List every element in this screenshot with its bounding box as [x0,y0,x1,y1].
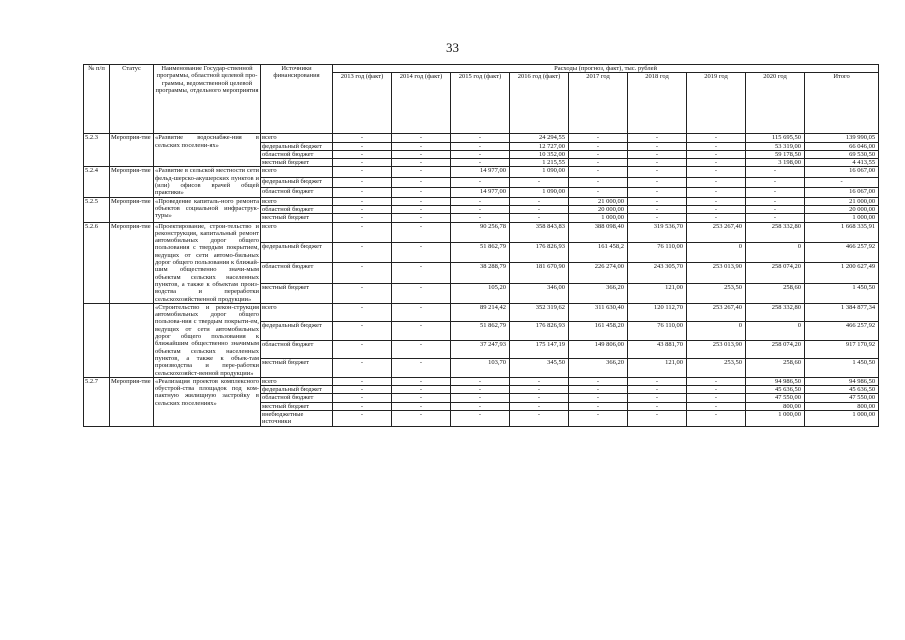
year-value: - [333,322,392,340]
year-value: - [392,402,451,410]
header-year: 2017 год [569,73,628,134]
year-value: 181 670,90 [510,263,569,283]
year-value: - [687,205,746,213]
year-value: - [510,410,569,426]
row-number: 5.2.6 [84,222,110,303]
year-value: - [451,214,510,222]
year-value: - [687,197,746,205]
year-value: 358 843,83 [510,222,569,242]
year-value: 105,20 [451,283,510,303]
year-value: - [451,150,510,158]
year-value: - [628,134,687,142]
row-number [84,303,110,377]
year-value: - [569,142,628,150]
year-value: - [628,142,687,150]
row-measure-name: «Строительство и рекон-струкция автомобильных дорог общего пользова-ния с твердым покрыти-ем, ведущих от сети автомобильных дорог общего пользования к ближайшим общественно значимым объектам сельских населенных пунктов, а также к объек-там производства и пере-работки сельскохозяйст-венной продукции» [155,303,259,377]
funding-source: областной бюджет [261,340,333,358]
year-value: - [687,167,746,177]
year-value: 161 458,20 [569,322,628,340]
year-value: 0 [746,242,805,262]
year-value: - [510,214,569,222]
year-value: 53 319,00 [746,142,805,150]
year-value: 176 826,93 [510,242,569,262]
year-value: - [451,377,510,385]
year-value: - [392,303,451,321]
year-value: - [628,167,687,177]
year-value: - [451,205,510,213]
year-value: - [687,134,746,142]
year-value: - [333,177,392,187]
funding-source: местный бюджет [261,283,333,303]
total-value: 466 257,92 [805,242,879,262]
year-value: - [333,142,392,150]
total-value: 94 986,50 [805,377,879,385]
row-status: Мероприя-тие [110,134,154,167]
year-value: 121,00 [628,359,687,378]
table-row [84,167,879,177]
year-value: 21 000,00 [569,197,628,205]
funding-source: всего [261,134,333,142]
year-value: - [392,222,451,242]
row-status: Мероприя-тие [110,222,154,303]
table-row [84,197,879,205]
funding-source: федеральный бюджет [261,177,333,187]
year-value: - [333,214,392,222]
year-value: 10 352,00 [510,150,569,158]
year-value: 37 247,93 [451,340,510,358]
year-value: - [746,214,805,222]
funding-source: федеральный бюджет [261,242,333,262]
table-row [84,303,879,321]
year-value: 345,50 [510,359,569,378]
year-value: 120 112,70 [628,303,687,321]
total-value: 1 384 877,34 [805,303,879,321]
year-value: 1 215,55 [510,159,569,167]
year-value: - [451,394,510,402]
year-value: - [687,386,746,394]
year-value: - [687,150,746,158]
total-value: 4 413,55 [805,159,879,167]
year-value: 89 214,42 [451,303,510,321]
row-measure-name: «Реализация проектов комплексного обустрой-ства площадок под ком-пактную жилищную застройку в сельских поселениях» [154,377,261,426]
total-value: 45 636,50 [805,386,879,394]
header-year: 2018 год [628,73,687,134]
year-value: - [392,283,451,303]
year-value: - [392,187,451,197]
year-value: - [333,386,392,394]
year-value: 76 110,00 [628,242,687,262]
header-row-1 [84,65,879,73]
header-name: Наименование Государ-ственной программы, областной целевой про-граммы, ведомственной целевой программы, отдельного мероприятия [154,65,261,134]
total-value: 800,00 [805,402,879,410]
total-value: 1 668 335,91 [805,222,879,242]
year-value: - [333,410,392,426]
header-year: 2015 год (факт) [451,73,510,134]
total-value: 1 200 627,49 [805,263,879,283]
year-value: - [333,340,392,358]
header-year: 2013 год (факт) [333,73,392,134]
funding-source: федеральный бюджет [261,386,333,394]
year-value: 366,20 [569,283,628,303]
year-value: - [628,377,687,385]
year-value: 47 550,00 [746,394,805,402]
year-value: - [333,377,392,385]
year-value: - [569,177,628,187]
table-body [84,134,879,426]
year-value: 311 630,40 [569,303,628,321]
year-value: 176 826,93 [510,322,569,340]
year-value: - [628,410,687,426]
year-value: - [628,205,687,213]
year-value: - [510,205,569,213]
year-value: 51 862,79 [451,242,510,262]
year-value: - [392,340,451,358]
year-value: 258,60 [746,359,805,378]
year-value: - [333,394,392,402]
row-measure-name: «Проведение капиталь-ного ремонта объектов социальной инфраструк-туры» [154,197,261,222]
year-value: 94 986,50 [746,377,805,385]
table-row [84,222,879,242]
year-value: 76 110,00 [628,322,687,340]
year-value: - [333,187,392,197]
year-value: 352 319,62 [510,303,569,321]
total-value: 47 550,00 [805,394,879,402]
year-value: - [628,150,687,158]
year-value: - [392,263,451,283]
year-value: - [392,322,451,340]
header-total: Итого [805,73,879,134]
funding-source: всего [261,222,333,242]
row-status [110,303,154,377]
year-value: - [746,187,805,197]
funding-source: областной бюджет [261,150,333,158]
year-value: - [333,283,392,303]
header-expenses: Расходы (прогноз, факт), тыс. рублей [333,65,879,73]
year-value: - [510,394,569,402]
year-value: 51 862,79 [451,322,510,340]
year-value: - [451,159,510,167]
year-value: - [687,214,746,222]
row-status: Мероприя-тие [110,167,154,197]
year-value: - [628,159,687,167]
year-value: - [569,159,628,167]
header-sources: Источники финансирования [261,65,333,134]
year-value: 258 332,80 [746,303,805,321]
funding-source: всего [261,167,333,177]
year-value: - [569,134,628,142]
year-value: 59 178,50 [746,150,805,158]
year-value: - [451,197,510,205]
row-measure-name: «Развитие в сельской местности сети фельд-шерско-акушерских пунктов и (или) офисов врачей общей практики» [155,167,259,197]
total-value: 139 990,05 [805,134,879,142]
year-value: - [392,242,451,262]
year-value: - [628,177,687,187]
budget-table [83,64,879,427]
year-value: - [333,402,392,410]
year-value: - [510,402,569,410]
year-value: 243 305,70 [628,263,687,283]
funding-source: местный бюджет [261,402,333,410]
year-value: 1 090,00 [510,187,569,197]
year-value: - [687,142,746,150]
year-value: - [746,177,805,187]
total-value: 1 000,00 [805,410,879,426]
year-value: 1 000,00 [746,410,805,426]
year-value: - [392,214,451,222]
year-value: 800,00 [746,402,805,410]
year-value: - [333,134,392,142]
year-value: 38 288,79 [451,263,510,283]
year-value: 388 098,40 [569,222,628,242]
year-value: 12 727,00 [510,142,569,150]
year-value: - [392,386,451,394]
table-row [84,134,879,142]
header-status: Статус [110,65,154,134]
year-value: - [746,167,805,177]
year-value: - [569,187,628,197]
total-value: 466 257,92 [805,322,879,340]
year-value: - [687,377,746,385]
table-row [84,377,879,385]
year-value: 253 267,40 [687,303,746,321]
year-value: 43 881,70 [628,340,687,358]
year-value: 14 977,00 [451,167,510,177]
year-value: - [333,222,392,242]
year-value: - [628,187,687,197]
year-value: - [687,177,746,187]
year-value: - [510,386,569,394]
year-value: - [392,142,451,150]
year-value: - [569,377,628,385]
year-value: 103,70 [451,359,510,378]
year-value: 0 [687,322,746,340]
year-value: - [569,402,628,410]
funding-source: областной бюджет [261,205,333,213]
year-value: 253 013,90 [687,340,746,358]
year-value: - [333,242,392,262]
year-value: 1 090,00 [510,167,569,177]
year-value: 175 147,19 [510,340,569,358]
year-value: - [392,377,451,385]
year-value: - [569,394,628,402]
year-value: 253,50 [687,283,746,303]
year-value: - [687,394,746,402]
total-value: 1 450,50 [805,283,879,303]
year-value: - [333,159,392,167]
year-value: - [569,150,628,158]
year-value: - [510,177,569,187]
year-value: 1 000,00 [569,214,628,222]
total-value: - [805,177,879,187]
year-value: - [392,150,451,158]
year-value: - [392,205,451,213]
year-value: 253,50 [687,359,746,378]
year-value: 366,20 [569,359,628,378]
funding-source: федеральный бюджет [261,142,333,150]
year-value: - [687,402,746,410]
year-value: - [451,410,510,426]
year-value: - [392,159,451,167]
funding-source: местный бюджет [261,359,333,378]
year-value: - [628,402,687,410]
year-value: - [628,394,687,402]
funding-source: местный бюджет [261,214,333,222]
year-value: - [569,410,628,426]
year-value: 253 013,90 [687,263,746,283]
funding-source: всего [261,303,333,321]
row-status: Мероприя-тие [110,377,154,426]
year-value: - [392,394,451,402]
funding-source: всего [261,377,333,385]
year-value: 226 274,00 [569,263,628,283]
funding-source: внебюджетные источники [261,410,333,426]
year-value: 258 074,20 [746,263,805,283]
year-value: 20 000,00 [569,205,628,213]
year-value: - [451,402,510,410]
year-value: - [392,197,451,205]
total-value: 1 000,00 [805,214,879,222]
funding-source: федеральный бюджет [261,322,333,340]
year-value: - [687,159,746,167]
year-value: - [333,205,392,213]
year-value: 346,00 [510,283,569,303]
total-value: 20 000,00 [805,205,879,213]
row-number: 5.2.7 [84,377,110,426]
funding-source: всего [261,197,333,205]
header-num: № п/п [84,65,110,134]
header-year: 2014 год (факт) [392,73,451,134]
year-value: 45 636,50 [746,386,805,394]
year-value: - [392,134,451,142]
row-number: 5.2.4 [84,167,110,197]
year-value: 258 332,80 [746,222,805,242]
year-value: - [392,177,451,187]
year-value: 149 806,00 [569,340,628,358]
year-value: - [333,359,392,378]
funding-source: областной бюджет [261,187,333,197]
row-measure-name: «Развитие водоснабже-ния в сельских поселени-ях» [154,134,261,167]
year-value: 258 074,20 [746,340,805,358]
total-value: 1 450,50 [805,359,879,378]
year-value: - [392,359,451,378]
total-value: 16 067,00 [805,187,879,197]
year-value: - [746,205,805,213]
row-number: 5.2.5 [84,197,110,222]
year-value: 14 977,00 [451,187,510,197]
year-value: - [687,187,746,197]
year-value: - [628,386,687,394]
year-value: - [392,167,451,177]
total-value: 917 170,92 [805,340,879,358]
year-value: - [392,410,451,426]
year-value: - [333,263,392,283]
year-value: 319 536,70 [628,222,687,242]
year-value: - [628,214,687,222]
year-value: 115 695,50 [746,134,805,142]
year-value: - [451,386,510,394]
total-value: 21 000,00 [805,197,879,205]
year-value: - [569,167,628,177]
year-value: 24 294,55 [510,134,569,142]
year-value: - [333,150,392,158]
year-value: 3 198,00 [746,159,805,167]
row-measure-name: «Проектирование, строи-тельство и реконструкция, капитальный ремонт автомобильных дорог общего пользования с твердым покрытием, ведущих от сети автомо-бильных дорог общего пользования к ближай-шим общественно значи-мым объектам сельских населенных пунктов, а также к объектам произ-водства и переработки сельскохозяйственной продукции» [155,222,259,303]
total-value: 69 530,50 [805,150,879,158]
header-year: 2019 год [687,73,746,134]
page-number: 33 [446,40,459,55]
year-value: 253 267,40 [687,222,746,242]
row-number: 5.2.3 [84,134,110,167]
year-value: 161 458,2 [569,242,628,262]
year-value: - [746,197,805,205]
year-value: - [451,142,510,150]
year-value: 0 [687,242,746,262]
header-year: 2016 год (факт) [510,73,569,134]
funding-source: областной бюджет [261,394,333,402]
year-value: - [451,134,510,142]
row-status: Мероприя-тие [110,197,154,222]
year-value: - [333,303,392,321]
total-value: 16 067,00 [805,167,879,177]
year-value: - [687,410,746,426]
header-year: 2020 год [746,73,805,134]
year-value: - [451,177,510,187]
year-value: - [333,197,392,205]
year-value: - [569,386,628,394]
year-value: - [510,197,569,205]
funding-source: областной бюджет [261,263,333,283]
year-value: 90 256,78 [451,222,510,242]
funding-source: местный бюджет [261,159,333,167]
year-value: - [333,167,392,177]
year-value: 0 [746,322,805,340]
year-value: 121,00 [628,283,687,303]
year-value: 258,60 [746,283,805,303]
year-value: - [628,197,687,205]
total-value: 66 046,00 [805,142,879,150]
year-value: - [510,377,569,385]
